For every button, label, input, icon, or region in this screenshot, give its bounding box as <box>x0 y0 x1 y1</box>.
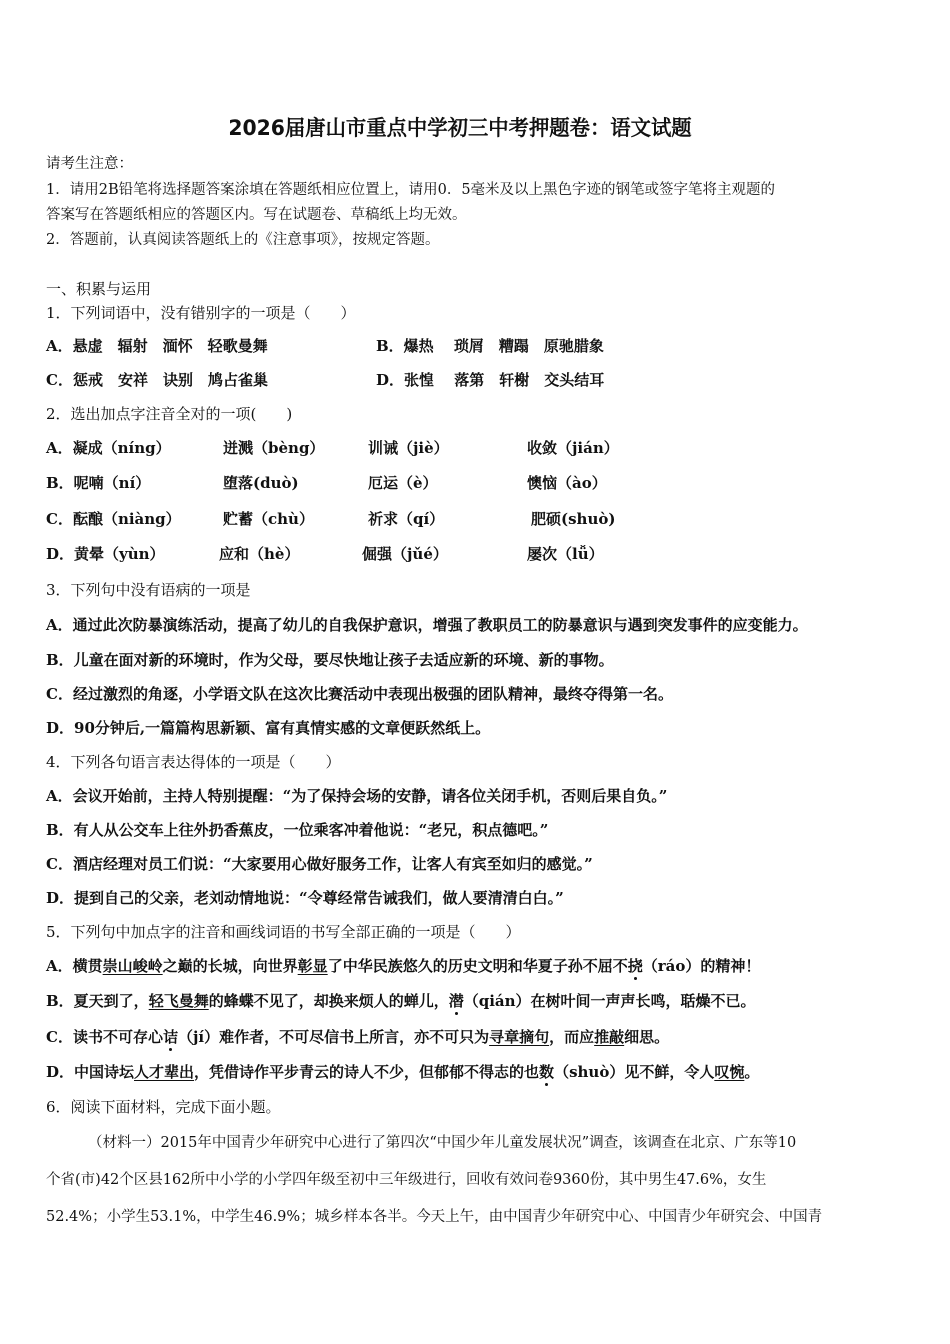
q4-option-d: D．提到自己的父亲，老刘动情地说：“令尊经常告诫我们，做人要清清白白。” <box>46 889 564 907</box>
q2-c-1: C．酝酿（niàng） <box>46 510 181 528</box>
q5-b-dotted-char: 潜 <box>448 992 464 1010</box>
q2-d-2: 应和（hè） <box>219 545 300 563</box>
q5-d-underlined-2: 叹惋 <box>714 1063 745 1081</box>
q5-c-dotted-char: 诘 <box>162 1028 178 1046</box>
q4-option-a: A．会议开始前，主持人特别提醒：“为了保持会场的安静，请各位关闭手机，否则后果自负。” <box>46 787 668 805</box>
q3-stem: 3．下列句中没有语病的一项是 <box>46 581 251 599</box>
q5-c-text: C．读书不可存心 <box>46 1028 163 1046</box>
q5-b-text: 的蜂蝶不见了，却换来烦人的蝉儿， <box>208 992 449 1010</box>
q5-c-text: （jí）难作者，不可尽信书上所言，亦不可只为 <box>177 1028 490 1046</box>
q5-c-underlined-2: 推敲 <box>594 1028 625 1046</box>
q2-d-4: 屡次（lǚ） <box>527 545 604 563</box>
q1-option-d: D．张惶 落第 轩榭 交头结耳 <box>376 371 605 389</box>
q2-a-3: 训诫（jiè） <box>368 439 449 457</box>
q5-b-underlined-1: 轻飞曼舞 <box>148 992 209 1010</box>
q1-option-b: B．爆热 琐屑 糟蹋 原驰腊象 <box>376 337 604 355</box>
q5-stem: 5．下列句中加点字的注音和画线词语的书写全部正确的一项是（ ） <box>46 923 521 941</box>
q5-a-underlined-1: 崇山峻岭 <box>102 957 163 975</box>
q2-d-3: 倔强（jǔé） <box>362 545 448 563</box>
q2-a-1: A．凝成（níng） <box>46 439 171 457</box>
q2-b-1: B．呢喃（ní） <box>46 474 151 492</box>
q5-c-text: 细思。 <box>624 1028 670 1046</box>
q5-a-dotted-char: 挠 <box>627 957 643 975</box>
section-heading: 一、积累与运用 <box>46 280 152 298</box>
q1-option-a: A．悬虚 辐射 湎怀 轻歌曼舞 <box>46 337 268 355</box>
q2-b-4: 懊恼（ào） <box>527 474 607 492</box>
q3-option-b: B．儿童在面对新的环境时，作为父母，要尽快地让孩子去适应新的环境、新的事物。 <box>46 651 614 669</box>
q5-c-underlined-1: 寻章摘句 <box>489 1028 550 1046</box>
q5-d-text: ，凭借诗作平步青云的诗人不少，但郁郁不得志的也 <box>194 1063 540 1081</box>
q3-option-c: C．经过激烈的角逐，小学语文队在这次比赛活动中表现出极强的团队精神，最终夺得第一名。 <box>46 685 673 703</box>
q5-a-text: A．横贯 <box>46 957 103 975</box>
q2-c-3: 祈求（qí） <box>368 510 445 528</box>
q5-d-text: （shuò）见不鲜，令人 <box>554 1063 715 1081</box>
q5-d-dotted-char: 数 <box>539 1063 555 1081</box>
q4-stem: 4．下列各句语言表达得体的一项是（ ） <box>46 753 341 771</box>
q5-b-text: （qián）在树叶间一声声长鸣，聒燥不已。 <box>463 992 756 1010</box>
q3-option-a: A．通过此次防暴演练活动，提高了幼儿的自我保护意识，增强了教职员工的防暴意识与遇到突发事件的应变能力。 <box>46 616 808 634</box>
q5-a-text: 了中华民族悠久的历史文明和华夏子孙不屈不 <box>327 957 628 975</box>
q2-c-4: 肥硕(shuò) <box>531 510 616 528</box>
q5-option-c <box>46 1026 669 1047</box>
q5-a-text: 之巅的长城，向世界 <box>162 957 298 975</box>
q5-a-text: （ráo）的精神！ <box>642 957 761 975</box>
q4-option-b: B．有人从公交车上往外扔香蕉皮，一位乘客冲着他说：“老兄，积点德吧。” <box>46 821 549 839</box>
q1-option-c: C．惩戒 安祥 诀别 鸠占雀巢 <box>46 371 268 389</box>
q2-a-4: 收敛（jián） <box>527 439 619 457</box>
q2-a-2: 迸溅（bèng） <box>223 439 325 457</box>
material-1-line-2: 个省(市)42个区县162所中小学的小学四年级至初中三年级进行，回收有效问卷9360份，其中男生47.6%，女生 <box>46 1172 767 1188</box>
notice-line-3: 2．答题前，认真阅读答题纸上的《注意事项》，按规定答题。 <box>46 232 440 248</box>
q5-c-text: ，而应 <box>549 1028 595 1046</box>
q5-option-b <box>46 990 756 1011</box>
q2-b-2: 堕落(duò) <box>223 474 299 492</box>
q4-option-c: C．酒店经理对员工们说：“大家要用心做好服务工作，让客人有宾至如归的感觉。” <box>46 855 593 873</box>
notice-line-1: 1．请用2B铅笔将选择题答案涂填在答题纸相应位置上，请用0．5毫米及以上黑色字迹的钢笔或签字笔将主观题的 <box>46 182 776 198</box>
q2-d-1: D．黄晕（yùn） <box>46 545 165 563</box>
q5-option-d <box>46 1061 759 1082</box>
notice-heading: 请考生注意： <box>46 156 133 172</box>
q5-a-underlined-2: 彰显 <box>297 957 328 975</box>
material-1-line-1: （材料一）2015年中国青少年研究中心进行了第四次“中国少年儿童发展状况”调查，该调查在北京、广东等10 <box>88 1135 797 1151</box>
q6-stem: 6．阅读下面材料，完成下面小题。 <box>46 1098 281 1116</box>
q5-b-text: B．夏天到了， <box>46 992 149 1010</box>
material-1-line-3: 52.4%；小学生53.1%，中学生46.9%；城乡样本各半。今天上午，由中国青少年研究中心、中国青少年研究会、中国青 <box>46 1209 823 1225</box>
notice-line-2: 答案写在答题纸相应的答题区内。写在试题卷、草稿纸上均无效。 <box>46 207 467 223</box>
q2-stem: 2．选出加点字注音全对的一项( ) <box>46 405 293 423</box>
q5-d-underlined-1: 人才辈出 <box>134 1063 195 1081</box>
q5-d-text: 。 <box>744 1063 760 1081</box>
page-title: 2026届唐山市重点中学初三中考押题卷：语文试题 <box>228 116 692 140</box>
q5-option-a <box>46 955 760 976</box>
q5-d-text: D．中国诗坛 <box>46 1063 135 1081</box>
q1-stem: 1．下列词语中，没有错别字的一项是（ ） <box>46 304 356 322</box>
q2-b-3: 厄运（è） <box>368 474 438 492</box>
q3-option-d: D．90分钟后,一篇篇构思新颖、富有真情实感的文章便跃然纸上。 <box>46 719 491 737</box>
q2-c-2: 贮蓄（chù） <box>223 510 314 528</box>
